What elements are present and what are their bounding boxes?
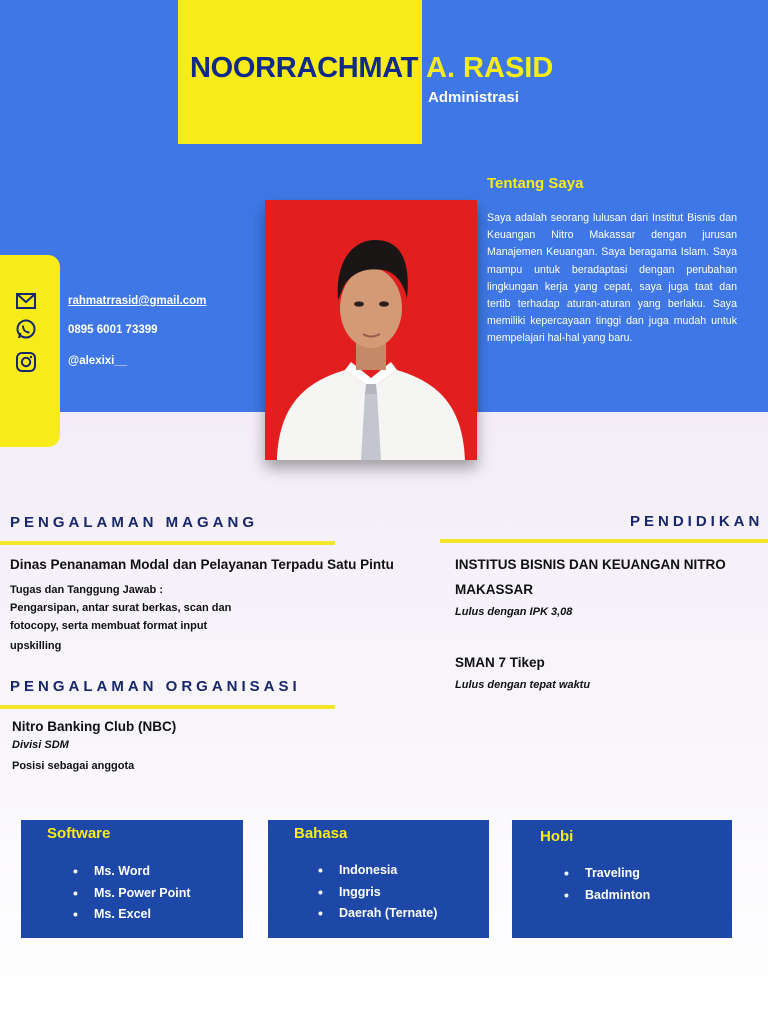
whatsapp-icon [15, 318, 37, 340]
software-title: Software [47, 825, 111, 842]
internship-duty-line: upskilling [10, 640, 62, 652]
software-item: • Ms. Word [73, 864, 191, 886]
education-title: PENDIDIKAN [630, 513, 764, 530]
instagram-icon [15, 351, 37, 373]
organization-title: PENGALAMAN ORGANISASI [10, 678, 301, 695]
instagram-handle: @alexixi__ [68, 355, 128, 367]
organization-division: Divisi SDM [12, 739, 69, 751]
first-name: NOORRACHMAT [190, 52, 419, 84]
education-divider [440, 539, 768, 543]
internship-title: PENGALAMAN MAGANG [10, 514, 258, 531]
language-card [268, 820, 489, 938]
internship-divider [0, 541, 335, 545]
school-name: INSTITUS BISNIS DAN KEUANGAN NITRO [455, 557, 726, 572]
phone-number: 0895 6001 73399 [68, 324, 158, 336]
language-list [318, 863, 437, 928]
hobby-item: • Badminton [564, 888, 650, 910]
software-card [21, 820, 243, 938]
hobby-item: • Traveling [564, 866, 650, 888]
email-link[interactable]: rahmatrrasid@gmail.com [68, 295, 207, 307]
language-item: • Indonesia [318, 863, 437, 885]
school-note-2: Lulus dengan tepat waktu [455, 679, 591, 691]
hobby-title: Hobi [540, 828, 574, 845]
internship-duty-line: fotocopy, serta membuat format input [10, 620, 208, 632]
about-text: Saya adalah seorang lulusan dari Institut Bisnis dan Keuangan Nitro Makassar dengan jurusan Manajemen Keuangan. Saya beragama Islam. Saya mampu untuk beradaptasi dengan perubahan lingkungan kerja yang cepat, saya juga taat dan tertib terhadap aturan-aturan yang berlaku. Saya memiliki kepercayaan tinggi dan juga mudah untuk mempelajari hal-hal yang baru. [487, 212, 737, 345]
hobby-list [564, 866, 650, 909]
internship-duty-line: Pengarsipan, antar surat berkas, scan dan [10, 602, 232, 614]
about-title: Tentang Saya [487, 175, 584, 192]
school-name-cont: MAKASSAR [455, 582, 534, 597]
software-item: • Ms. Excel [73, 907, 191, 929]
person-portrait [265, 200, 477, 460]
internship-duty-label: Tugas dan Tanggung Jawab : [10, 584, 163, 596]
software-list [73, 864, 191, 929]
organization-divider [0, 705, 335, 709]
language-title: Bahasa [294, 825, 348, 842]
language-item: • Inggris [318, 885, 437, 907]
software-item: • Ms. Power Point [73, 886, 191, 908]
school-note: Lulus dengan IPK 3,08 [455, 606, 573, 618]
profile-photo [265, 200, 477, 460]
language-item: • Daerah (Ternate) [318, 906, 437, 928]
mail-icon [15, 290, 37, 312]
last-name: A. RASID [426, 52, 554, 84]
organization-position: Posisi sebagai anggota [12, 760, 135, 772]
internship-company: Dinas Penanaman Modal dan Pelayanan Terpadu Satu Pintu [10, 557, 394, 572]
hobby-card [512, 820, 732, 938]
school-name-2: SMAN 7 Tikep [455, 655, 545, 670]
organization-name: Nitro Banking Club (NBC) [12, 719, 177, 734]
job-role: Administrasi [428, 89, 519, 106]
